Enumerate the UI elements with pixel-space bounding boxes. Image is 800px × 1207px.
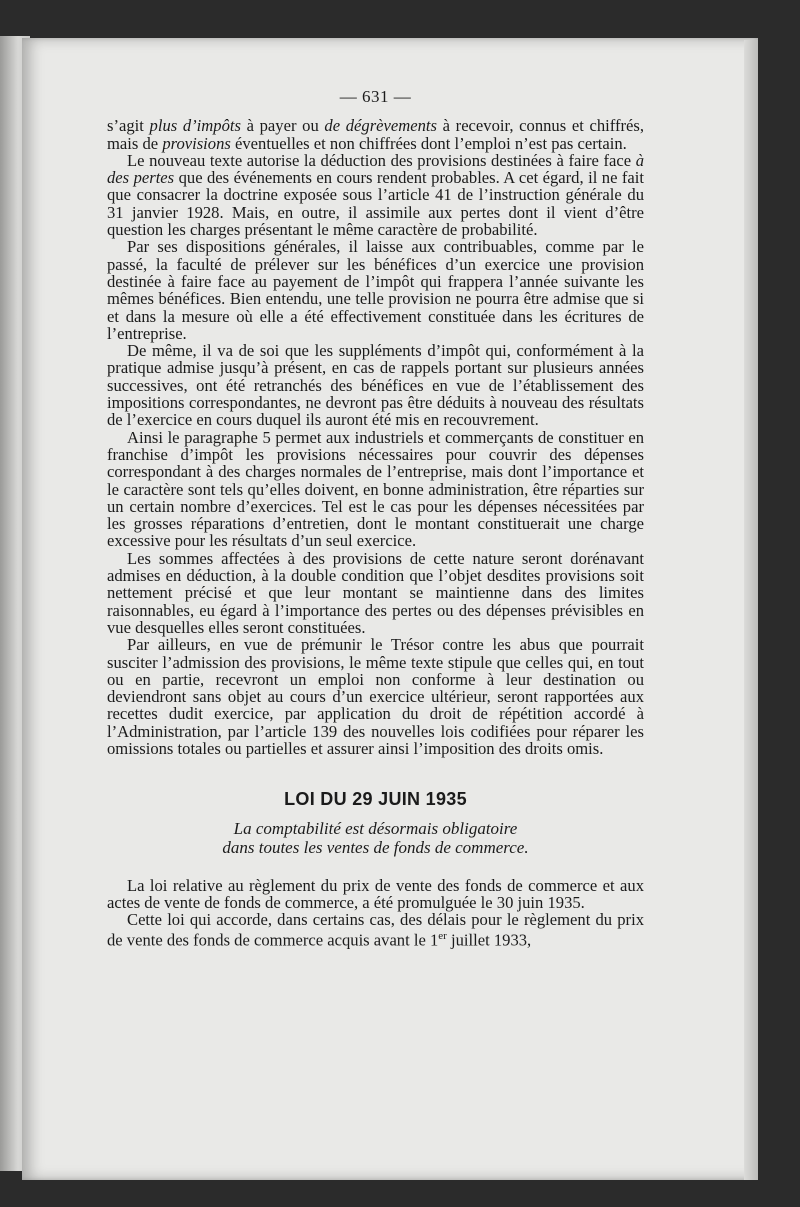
page-text-block [107, 88, 644, 949]
paragraph-8: La loi relative au règlement du prix de vente des fonds de commerce et aux actes de vente de fonds de commerce, a été promulguée le 30 juin 1935. [107, 875, 644, 912]
paragraph-4: De même, il va de soi que les suppléments d’impôt qui, conformément à la pratique admise jusqu’à présent, en cas de rappels portant sur plusieurs années successives, ont été retranchés des bénéfices en vue de l’établissement des impositions correspondantes, ne devront pas être déduits à nouveau des résultats de l’exercice en cours duquel ils auront été mis en recouvrement. [107, 341, 644, 430]
paragraph-3: Par ses dispositions générales, il laisse aux contribuables, comme par le passé, la faculté de prélever sur les bénéfices d’un exercice une provision destinée à faire face au payement de l’impôt qui frappera l’année suivante les mêmes bénéfices. Bien entendu, une telle provision ne pourra être admise que si et dans la mesure où elle a été effectivement constituée dans les écritures de l’entreprise. [107, 237, 644, 343]
paragraph-6: Les sommes affectées à des provisions de cette nature seront dorénavant admises en déduction, à la double condition que l’objet desdites provisions soit nettement précisé et que leur montant se maintienne dans des limites raisonnables, eu égard à l’importance des pertes ou des dépenses prévisibles en vue desquelles elles seront constituées. [107, 548, 644, 637]
section-heading: LOI DU 29 JUIN 1935 [284, 789, 467, 810]
page-stack-edge [744, 40, 758, 1180]
paragraph-2: Le nouveau texte autorise la déduction des provisions destinées à faire face à des pertes que des événements en cours rendent probables. A cet égard, il ne fait que consacrer la doctrine exposée sous l’article 41 de l’instruction générale du 31 janvier 1928. Mais, en outre, il assimile aux pertes dont il vient d’être question les charges présentant le même caractère de probabilité. [107, 150, 644, 240]
paragraph-9: Cette loi qui accorde, dans certains cas, des délais pour le règlement du prix de vente des fonds de commerce acquis avant le 1er juillet 1933, [107, 910, 644, 950]
subtitle-line-1: La comptabilité est désormais obligatoire [233, 818, 518, 838]
paragraph-7: Par ailleurs, en vue de prémunir le Trésor contre les abus que pourrait susciter l’admission des provisions, le même texte stipule que celles qui, en tout ou en partie, recevront un emploi non conforme à leur destination ou deviendront sans objet au cours d’un exercice ultérieur, seront rapportées aux recettes dudit exercice, par application du droit de répétition accordé à l’Administration, par l’article 139 des nouvelles lois codifiées pour réparer les omissions totales ou partielles et assurer ainsi l’imposition des droits omis. [107, 635, 644, 758]
page-number: — 631 — [339, 87, 412, 106]
paragraph-1: s’agit plus d’impôts à payer ou de dégrèvements à recevoir, connus et chiffrés, mais de provisions éventuelles et non chiffrées dont l’emploi n’est pas certain. [107, 116, 644, 153]
paragraph-5: Ainsi le paragraphe 5 permet aux industriels et commerçants de constituer en franchise d’impôt les provisions nécessaires pour couvrir des dépenses correspondant à des charges normales de l’entreprise, mais dont l’importance et le caractère sont tels qu’elles doivent, en bonne administration, être réparties sur un certain nombre d’exercices. Tel est le cas pour les dépenses nécessitées par les grosses réparations d’entretien, dont le montant constituerait une charge excessive pour les résultats d’un seul exercice. [107, 427, 644, 551]
subtitle-line-2: dans toutes les ventes de fonds de commerce. [222, 837, 529, 857]
section-subtitle [107, 819, 644, 857]
